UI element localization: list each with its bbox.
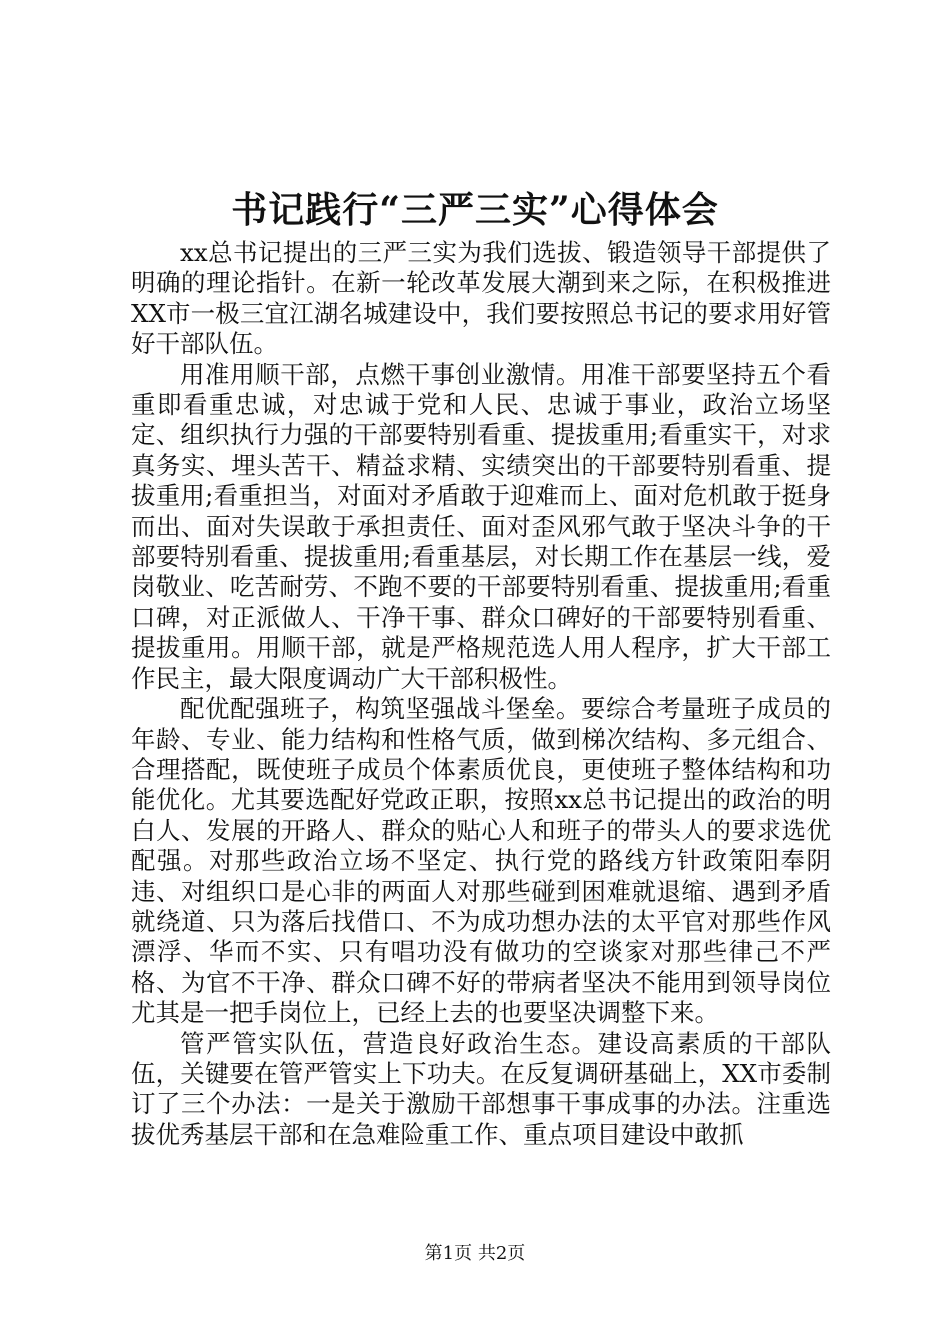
document-title: 书记践行“三严三实”心得体会 (231, 189, 719, 231)
document-body (131, 238, 831, 1150)
paragraph-cadre-selection: 用准用顺干部，点燃干事创业激情。用准干部要坚持五个看重即看重忠诚，对忠诚于党和人民、忠诚于事业，政治立场坚定、组织执行力强的干部要特别看重、提拔重用;看重实干，对求真务实、埋头苦干、精益求精、实绩突出的干部要特别看重、提拔重用;看重担当，对面对矛盾敢于迎难而上、面对危机敢于挺身而出、面对失误敢于承担责任、面对歪风邪气敢于坚决斗争的干部要特别看重、提拔重用;看重基层，对长期工作在基层一线，爱岗敬业、吃苦耐劳、不跑不要的干部要特别看重、提拔重用;看重口碑，对正派做人、干净干事、群众口碑好的干部要特别看重、提拔重用。用顺干部，就是严格规范选人用人程序，扩大干部工作民主，最大限度调动广大干部积极性。 (131, 359, 831, 693)
paragraph-intro: xx总书记提出的三严三实为我们选拔、锻造领导干部提供了明确的理论指针。在新一轮改革发展大潮到来之际，在积极推进XX市一极三宜江湖名城建设中，我们要按照总书记的要求用好管好干部队伍。 (131, 238, 831, 359)
page-footer: 第1页 共2页 (424, 1243, 526, 1264)
paragraph-team-management: 管严管实队伍，营造良好政治生态。建设高素质的干部队伍，关键要在管严管实上下功夫。在反复调研基础上，XX市委制订了三个办法：一是关于激励干部想事干事成事的办法。注重选拔优秀基层干部和在急难险重工作、重点项目建设中敢抓 (131, 1028, 831, 1149)
paragraph-team-building: 配优配强班子，构筑坚强战斗堡垒。要综合考量班子成员的年龄、专业、能力结构和性格气质，做到梯次结构、多元组合、合理搭配，既使班子成员个体素质优良，更使班子整体结构和功能优化。尤其要选配好党政正职，按照xx总书记提出的政治的明白人、发展的开路人、群众的贴心人和班子的带头人的要求选优配强。对那些政治立场不坚定、执行党的路线方针政策阳奉阴违、对组织口是心非的两面人对那些碰到困难就退缩、遇到矛盾就绕道、只为落后找借口、不为成功想办法的太平官对那些作风漂浮、华而不实、只有唱功没有做功的空谈家对那些律己不严格、为官不干净、群众口碑不好的带病者坚决不能用到领导岗位尤其是一把手岗位上，已经上去的也要坚决调整下来。 (131, 694, 831, 1028)
